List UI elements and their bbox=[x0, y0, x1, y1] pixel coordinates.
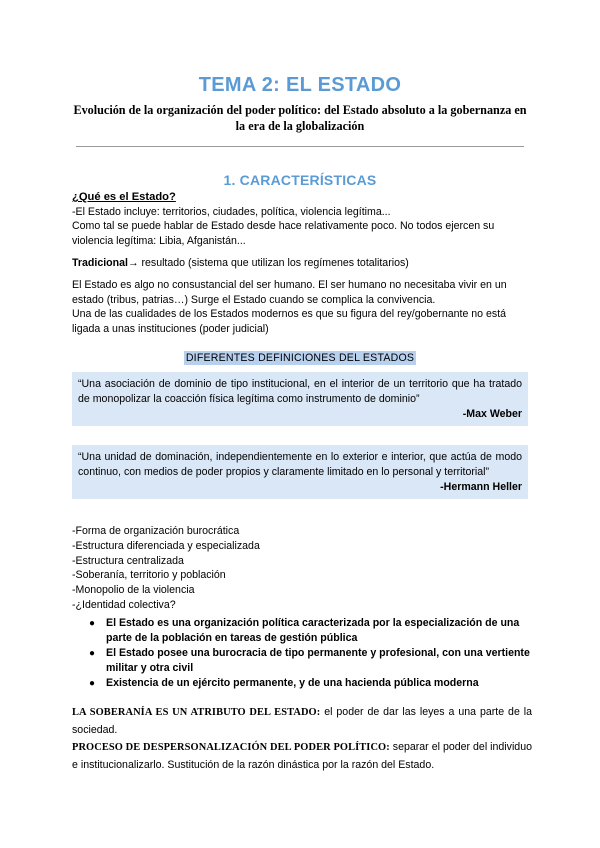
sovereignty-text: el poder de dar las leyes a una parte de la sociedad. bbox=[72, 706, 533, 736]
horizontal-rule bbox=[76, 146, 524, 147]
traditional-text: → resultado (sistema que utilizan los regímenes totalitarios) bbox=[127, 257, 409, 269]
quote-box-heller bbox=[72, 445, 528, 499]
traditional-line bbox=[72, 256, 532, 271]
bullet-item bbox=[72, 676, 532, 691]
paragraph-line: El Estado es algo no consustancial del ser humano. El ser humano no necesitaba vivir en un estado (tribus, patrias…) Surge el Estado cuando se complica la convivencia. bbox=[72, 279, 507, 306]
bullet-text: Existencia de un ejército permanente, y de una hacienda pública moderna bbox=[106, 677, 479, 689]
section-heading: 1. CARACTERÍSTICAS bbox=[223, 172, 377, 188]
depersonalization-paragraph bbox=[72, 739, 532, 774]
bullet-dot: ● bbox=[89, 618, 96, 629]
bullet-text: El Estado posee una burocracia de tipo permanente y profesional, con una vertiente militar y otra civil bbox=[106, 647, 530, 674]
feature-item: -Forma de organización burocrática bbox=[72, 525, 240, 537]
bullet-item bbox=[72, 616, 532, 646]
quote-text: “Una asociación de dominio de tipo institucional, en el interior de un territorio que ha tratado de monopolizar la coacción física legítima como instrumento de dominio” bbox=[78, 378, 522, 405]
definitions-heading-wrap bbox=[0, 348, 600, 366]
quote-author: -Hermann Heller bbox=[440, 481, 522, 493]
feature-item: -Monopolio de la violencia bbox=[72, 584, 195, 597]
intro-line: -El Estado incluye: territorios, ciudades, política, violencia legítima... bbox=[72, 205, 391, 218]
sovereignty-term: LA SOBERANÍA ES UN ATRIBUTO DEL ESTADO: bbox=[72, 707, 321, 718]
sovereignty-paragraph bbox=[72, 704, 532, 739]
question-heading: ¿Qué es el Estado? bbox=[72, 191, 176, 203]
bullet-dot: ● bbox=[89, 678, 96, 689]
feature-item: -Estructura centralizada bbox=[72, 554, 184, 567]
state-paragraph bbox=[72, 278, 532, 336]
quote-box-weber bbox=[72, 372, 528, 426]
page-subtitle: Evolución de la organización del poder político: del Estado absoluto a la gobernanza en la era de la globalización bbox=[73, 103, 527, 133]
bullet-text: El Estado es una organización política caracterizada por la especialización de una parte de la población en tareas de gestión pública bbox=[106, 617, 520, 644]
bullet-dot: ● bbox=[89, 648, 96, 659]
depersonalization-text: separar el poder del individuo e institucionalizarlo. Sustitución de la razón dinástica por la razón del Estado. bbox=[72, 741, 532, 771]
paragraph-line: Una de las cualidades de los Estados modernos es que su figura del rey/gobernante no está ligada a unas instituciones (poder judicial) bbox=[72, 308, 507, 335]
feature-item: -Estructura diferenciada y especializada bbox=[72, 539, 260, 552]
feature-item: -Soberanía, territorio y población bbox=[72, 569, 226, 582]
traditional-term: Tradicional bbox=[72, 257, 128, 269]
page-title: TEMA 2: EL ESTADO bbox=[198, 74, 402, 96]
bullet-item bbox=[72, 646, 532, 676]
definitions-heading: DIFERENTES DEFINICIONES DEL ESTADOS bbox=[185, 352, 415, 364]
quote-text: “Una unidad de dominación, independientemente en lo exterior e interior, que actúa de modo continuo, con medios de poder propios y claramente limitado en lo personal y territorial” bbox=[78, 451, 522, 478]
feature-item: -¿Identidad colectiva? bbox=[72, 598, 176, 611]
features-list bbox=[72, 524, 532, 613]
intro-line: Como tal se puede hablar de Estado desde hace relativamente poco. No todos ejercen su violencia legítima: Libia, Afganistán... bbox=[72, 220, 495, 247]
quote-author: -Max Weber bbox=[462, 408, 522, 420]
intro-block bbox=[72, 190, 532, 248]
depersonalization-term: PROCESO DE DESPERSONALIZACIÓN DEL PODER POLÍTICO: bbox=[72, 742, 390, 753]
bullet-list bbox=[72, 616, 532, 691]
